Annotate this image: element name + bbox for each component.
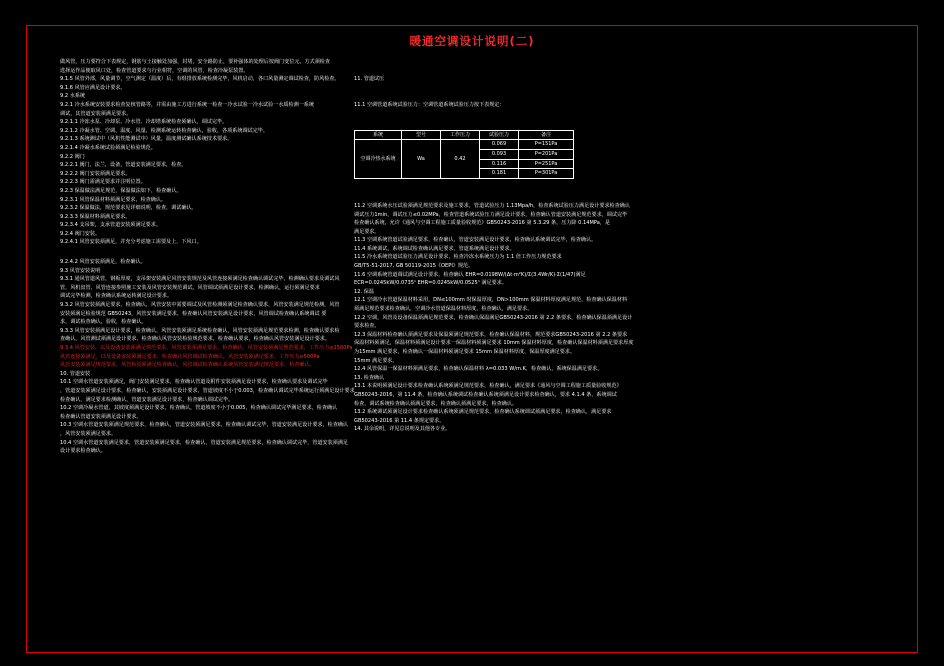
text-line: ，管道安装须满足设计要求，检查确认，安装须满足设计要求，管道坡度不小于0.003，检查确认调试完毕系统运行须满足设计要求	[60, 387, 355, 394]
text-line: 9.2.4.1 风管安装须满足，并充分考虑施工需要及上，下风口。	[60, 239, 202, 246]
text-line: 9.3 风管安装说明	[60, 267, 101, 274]
text-line: 9.2.3.2 保温做法，规范要求见详细说明，检查，调试确认。	[60, 205, 197, 212]
table-header: 型号	[402, 130, 441, 140]
text-line: 为15mm 满足要求，检查确认一保温材料须满足要求 15mm 保温材料厚度，保温厚度满足要求。	[354, 349, 576, 355]
table-row	[355, 140, 574, 150]
table-cell-test-pressure: 0.093	[480, 149, 519, 159]
text-line: 设计要求检查确认。	[60, 448, 106, 455]
text-line: 9.2.4.2 风管安装须满足，检查确认。	[60, 259, 146, 266]
text-line: 调试压力1min，调试压力≤0.02MPa，检查管道系统试验压力满足设计要求，检查确认管道安装满足规范要求，调试完毕	[354, 211, 628, 218]
text-line: 管，风机盘管，风管连接参照施工安装及风管安装规范调试，风管调试须满足设计要求，检测确认，运行须满足要求	[60, 284, 320, 291]
right-column	[354, 58, 634, 443]
text-line: ，风管安装须满足要求。	[60, 430, 117, 437]
text-line: 10. 管道安装	[60, 370, 91, 377]
table-cell-test-pressure: 0.069	[480, 140, 519, 150]
text-line: 9.2.3.3 保温材料须满足要求。	[60, 213, 131, 220]
text-line: 9.1.6 风管应满足设计要求。	[60, 84, 126, 91]
text-line: 做风管，压力要符合下表规定，钢筋与土接触处加强，封堵，安全路防止，要补强体的处理后按阀门变位元，方式须检查	[60, 59, 330, 65]
left-column	[60, 58, 355, 456]
text-line: 15mm 满足要求。	[354, 357, 398, 364]
text-line: 9.2.3.4 支吊架，支承管道安装须满足要求。	[60, 222, 161, 229]
text-line: 12.1 空调冷水管道保温材料采用，DN≤100mm 时保温厚度，DN>100mm 保温材料厚度满足规范，检查确认保温材料	[354, 297, 628, 304]
text-line: 风管连接须满足，以及设备安装须满足要求，检查确认风管调试检查确认，风管安装须满足要求，工作压力≤500Pa	[60, 353, 320, 360]
text-line: 调试完毕检测，检查确认系统运转满足设计要求。	[60, 293, 173, 300]
text-line: GB50243-2016 第 11.4 条规定要求。	[354, 417, 445, 424]
text-line: 10.2 空调冷凝水管道，其坡度须满足设计要求，检查确认，管道坡度不小于0.005，检查确认调试完毕满足要求，检查确认	[60, 405, 338, 412]
pressure-table	[354, 130, 574, 179]
text-line: 9.2.1.4 冷凝水系统试验须满足检验规范。	[60, 144, 156, 151]
text-line: 检查确认管道安装须满足设计要求。	[60, 413, 142, 420]
table-header: 试验压力	[480, 130, 519, 140]
text-line: 9.2.2.2 阀门安装须满足要求。	[60, 170, 131, 177]
text-line: 13.1 本说明须满足设计要求检查确认系统须满足规范要求，检查确认，满足要求《通风与空调工程施工质量验收规范》	[354, 383, 622, 390]
text-line: GB50243-2016，第 11.4 条，检查确认系统调试检查确认系统须满足设计要求检查确认，要求 4.1.4 条，系统调试	[354, 391, 617, 398]
text-line: 安装须满足检验规范 GB50243，风管安装满足要求，检查确认风管安装满足设计要求，风管调试检查确认系统调试 要	[60, 310, 327, 317]
text-line: 选择运作品便取风口处，检查管道要求与行业相符，空调的风管，检查冷凝泵装置。	[60, 67, 249, 74]
text-line: 11.4 系统调试，系统调试检查确认满足要求，管道系统满足设计要求。	[354, 245, 515, 252]
text-line: 9.2.2.3 阀门需满足要求并注明位置。	[60, 179, 146, 186]
table-header: 备注	[519, 130, 574, 140]
right-line: 11. 管道试压	[354, 76, 385, 83]
text-line: 11.2 空调系统水压试验须满足规范要求及施工要求，管道试验压力 1.13Mpa/h，检查系统试验压力满足设计要求检查确认	[354, 202, 630, 209]
text-line: 要求检查。	[354, 323, 380, 330]
table-cell-note: P=151Pa	[519, 140, 574, 150]
text-line: 检查，调试系统检查确认须满足要求，检查确认须满足要求，检查确认。	[354, 400, 518, 407]
table-header: 工作压力	[441, 130, 480, 140]
text-line: 10.4 空调水管道安装满足要求，管道安装须满足要求，检查确认，管道安装满足规范要求，检查确认调试完毕，管道安装须满足	[60, 439, 349, 446]
text-line: 10.1 空调水管道安装须满足，阀门安装满足要求，检查确认管道及附件安装须满足设计要求，检查确认要求及调试完毕	[60, 379, 328, 386]
table-cell-system: 空调冷热水系统	[355, 140, 402, 178]
text-line: 须满足规范要求检查确认，空调冷水管道保温材料厚度，检查确认，满足要求。	[354, 306, 533, 313]
text-line: 风管安装须满足规范要求，风管检验须满足检查确认，风管调试检查确认系统风管安装满足规范要求，检查确认。	[60, 362, 315, 369]
text-line: 9.2.1.3 系统测试中（风机性能测试中）风量，温度测试确认系统技术要求。	[60, 136, 233, 143]
table-cell-note: P=251Pa	[519, 159, 574, 169]
text-line: 9.2 水系统	[60, 93, 86, 100]
text-line: 9.2.4 阀门安装。	[60, 230, 101, 237]
table-cell-test-pressure: 0.116	[480, 159, 519, 169]
text-line: 检查确认系统，允许《通风与空调工程施工质量验收规范》GB50243-2016 第 5.3.29 条，压力降 0.14MPa，是	[354, 220, 611, 227]
text-line: ECR=0.0245kW/0.0735ⁿ EHR=0.0245kW/0.0525ⁿ 满足要求。	[354, 280, 507, 287]
text-line: 9.1.5 风管外部，风量调节，空气测定（温度）后，有组排放系统检测完毕，风机启动，各口风量测定调试检查，防风检查。	[60, 76, 340, 83]
text-line: 14. 其余说明，详见总说明及其他各专业。	[354, 426, 451, 433]
text-line: 9.2.1 冷水系统安装要求检查复核管路等，并需由施工方进行系统一检查一冷水试验一冷水试验一水质检测一系统	[60, 101, 314, 108]
text-line: 9.3.3 风管安装须满足设计要求，检查确认，风管安装须满足系统检查确认，风管安装须满足规范要求检测，检查确认要求检	[60, 327, 340, 334]
text-line: 9.3.4 风管安装，以及设备安装须满足规范要求，风管安装须满足要求，检查确认，风管安装须满足规范要求，工作压力≤1500Pa	[60, 345, 353, 351]
text-line: 9.2.2 阀门	[60, 153, 85, 160]
table-cell-note: P=201Pa	[519, 149, 574, 159]
text-line: 保温材料须满足，保温材料须满足设计要求一保温材料须满足要求 10mm 保温材料厚度，检查确认保温材料须满足要求厚度	[354, 340, 634, 347]
text-line: 12.2 空调，风管及设备保温须满足规范要求，检查确认保温满足GB50243-2016 第 2.2 条要求，检查确认保温须满足设计	[354, 314, 633, 321]
text-line: 11.5 冷水系统管道试验压力满足设计要求，检查冷冻水系统压力为 1.1 倍工作压力规范要求	[354, 254, 562, 261]
right-body	[354, 202, 634, 434]
text-line: 13.2 系统调试须满足设计要求检查确认系统须满足规范要求，检查确认系统调试须满足要求，检查确认，满足要求	[354, 409, 612, 416]
text-line: 调试，其管道安装须满足要求。	[60, 110, 132, 117]
text-line: 12.3 保温材料检查确认须满足要求及保温须满足规范要求，检查确认保温材料，规范要求GB50243-2016 第 2.2 条要求	[354, 331, 628, 338]
spacer	[60, 247, 310, 258]
table-cell-model: Wa	[402, 140, 441, 178]
text-line: 检查确认，满足要求检测确认，管道安装满足设计要求，检查确认调试完毕。	[60, 396, 234, 403]
text-line: 12.4 风管保温一保温材料须满足要求，检查确认保温材料 λ=0.033 W/m.K，检查确认，系统保温满足要求。	[354, 366, 603, 373]
text-line: 9.2.1.1 冷冻水泵、冷却泵、冷水管、冷却塔系统检查须确认，调试完毕。	[60, 119, 228, 126]
text-line: 查确认，风管测试须满足设计要求，检查确认风管安装检验规范要求，检查确认要求，检查确认风管安装满足设计要求。	[60, 336, 330, 343]
page-title: 暖通空调设计说明(二)	[409, 34, 535, 48]
text-line: 11.6 空调系统管道调试满足设计要求，检查确认 EHR=0.0198W/(Δt·m²K)/Σ(3.4Wr/K)·Σ(1/47)满足	[354, 271, 586, 278]
text-line: 9.2.3 保温做法满足规范，保温做法如下，检查确认。	[60, 187, 182, 194]
text-line: 9.2.2.1 阀门，法兰，设备，管道安装满足要求，检查。	[60, 162, 187, 169]
right-line: 11.1 空调管道系统试验压力：空调管道系统试验压力按下表规定：	[354, 101, 505, 108]
text-line: 10.3 空调水管道安装须满足规范要求，检查确认，管道安装须满足要求，检查确认调试完毕，管道安装满足设计要求，检查确认	[60, 422, 349, 429]
text-line: 求，调试检查确认，验收，检查确认。	[60, 319, 147, 326]
text-line: 11.3 空调系统管道试验满足要求，检查确认，管道安装满足设计要求，检查确认系统调试完毕，检查确认。	[354, 237, 597, 244]
table-cell-test-pressure: 0.181	[480, 169, 519, 179]
text-line: 13. 检查确认	[354, 374, 385, 381]
text-line: 9.2.1.2 冷凝水管、空调、温度、风量、检测系统运转检查确认，验收，各项系统调试完毕。	[60, 127, 268, 134]
text-line: 12. 保温	[354, 288, 374, 295]
table-header-row	[355, 130, 574, 140]
text-line: 9.3.2 风管安装须满足要求，检查确认，风管安装中需要调试及风管检测须满足检查确认要求，风管安装满足规范检测，风管	[60, 302, 340, 309]
text-line: 9.2.3.1 风管保温材料须满足要求，检查确认。	[60, 196, 167, 203]
table-cell-note: P=301Pa	[519, 169, 574, 179]
text-line: GB/T5-51-2017, GB 50119-2015《OEPI》规范。	[354, 263, 474, 270]
table-cell-work-pressure: 0.42	[441, 140, 480, 178]
table-header: 系统	[355, 130, 402, 140]
text-line: 9.3.1 通风管道风管，钢板厚度，支吊架安装满足风管安装规范及风管连接须满足检查确认调试完毕，检测确认要求及调试风	[60, 276, 340, 283]
text-line: 满足要求。	[354, 228, 380, 235]
